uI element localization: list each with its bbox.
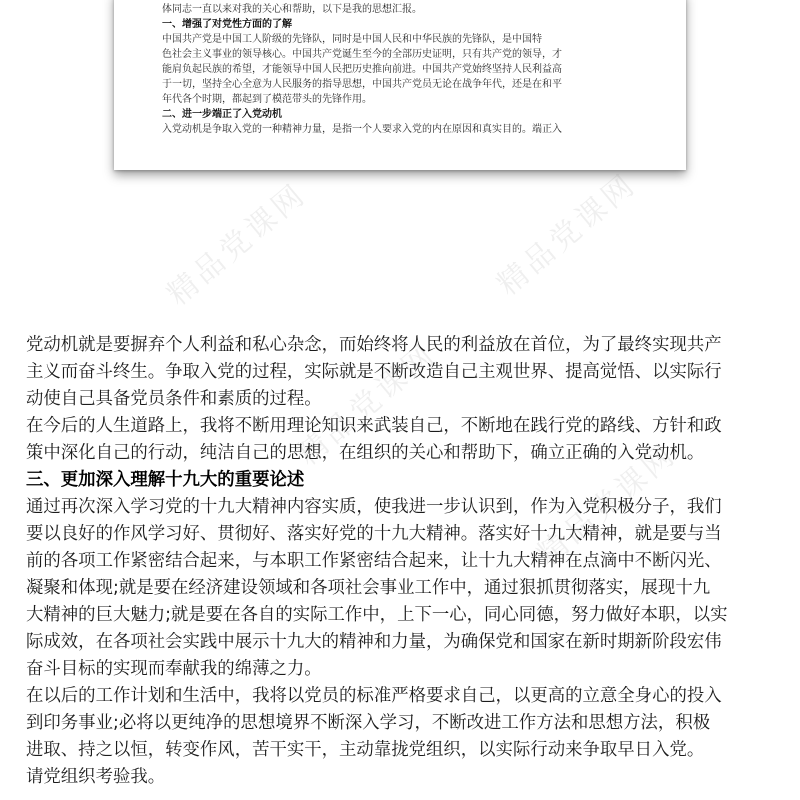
document-preview-card (114, 0, 686, 170)
body-line: 大精神的巨大魅力;就是要在各自的实际工作中，上下一心，同心同德，努力做好本职，以实 (26, 605, 728, 625)
body-line: 通过再次深入学习党的十九大精神内容实质，使我进一步认识到，作为入党积极分子，我们 (26, 497, 722, 517)
body-line: 要以良好的作风学习好、贯彻好、落实好党的十九大精神。落实好十九大精神，就是要与当 (26, 524, 722, 544)
body-line: 请党组织考验我。 (26, 767, 166, 787)
body-line: 在以后的工作计划和生活中，我将以党员的标准严格要求自己，以更高的立意全身心的投入 (26, 686, 722, 706)
body-line: 主义而奋斗终生。争取入党的过程，实际就是不断改造自己主观世界、提高觉悟、以实际行 (26, 362, 722, 382)
preview-line: 于一切，坚持全心全意为人民服务的指导思想，中国共产党员无论在战争年代，还是在和平 (162, 79, 562, 90)
watermark: 精品党课网 (490, 166, 644, 303)
watermark: 精品党课网 (290, 336, 444, 473)
body-line: 策中深化自己的行动，纯洁自己的思想，在组织的关心和帮助下，确立正确的入党动机。 (26, 443, 705, 463)
body-line: 前的各项工作紧密结合起来，与本职工作紧密结合起来，让十九大精神在点滴中不断闪光、 (26, 551, 722, 571)
body-line: 动使自己具备党员条件和素质的过程。 (26, 389, 322, 409)
watermark: 精品党课网 (530, 436, 684, 573)
preview-line: 色社会主义事业的领导核心。中国共产党诞生至今的全部历史证明，只有共产党的领导，才 (162, 49, 562, 60)
body-line: 党动机就是要摒弃个人利益和私心杂念，而始终将人民的利益放在首位，为了最终实现共产 (26, 335, 722, 355)
document-body (26, 332, 780, 791)
body-line: 奋斗目标的实现而奉献我的绵薄之力。 (26, 659, 322, 679)
section-heading: 三、更加深入理解十九大的重要论述 (26, 470, 305, 490)
preview-line: 年代各个时期，都起到了模范带头的先锋作用。 (162, 94, 372, 105)
preview-text (162, 0, 652, 137)
body-line: 进取、持之以恒，转变作风，苦干实干，主动靠拢党组织，以实际行动来争取早日入党。 (26, 740, 705, 760)
body-line: 际成效，在各项社会实践中展示十九大的精神和力量，为确保党和国家在新时期新阶段宏伟 (26, 632, 722, 652)
body-line: 在今后的人生道路上，我将不断用理论知识来武装自己，不断地在践行党的路线、方针和政 (26, 416, 722, 436)
body-line: 凝聚和体现;就是要在经济建设领域和各项社会事业工作中，通过狠抓贯彻落实，展现十九 (26, 578, 711, 598)
preview-line: 能肩负起民族的希望，才能领导中国人民把历史推向前进。中国共产党始终坚持人民利益高 (162, 64, 562, 75)
preview-line: 中国共产党是中国工人阶级的先锋队，同时是中国人民和中华民族的先锋队，是中国特 (162, 34, 542, 45)
preview-heading: 二、进一步端正了入党动机 (162, 109, 282, 120)
body-line: 到印务事业;必将以更纯净的思想境界不断深入学习，不断改进工作方法和思想方法，积极 (26, 713, 711, 733)
preview-heading: 一、增强了对党性方面的了解 (162, 19, 292, 30)
watermark: 精品党课网 (160, 176, 314, 313)
preview-line: 入党动机是争取入党的一种精神力量，是指一个人要求入党的内在原因和真实目的。端正入 (162, 124, 562, 135)
preview-line: 体同志一直以来对我的关心和帮助，以下是我的思想汇报。 (162, 4, 422, 15)
